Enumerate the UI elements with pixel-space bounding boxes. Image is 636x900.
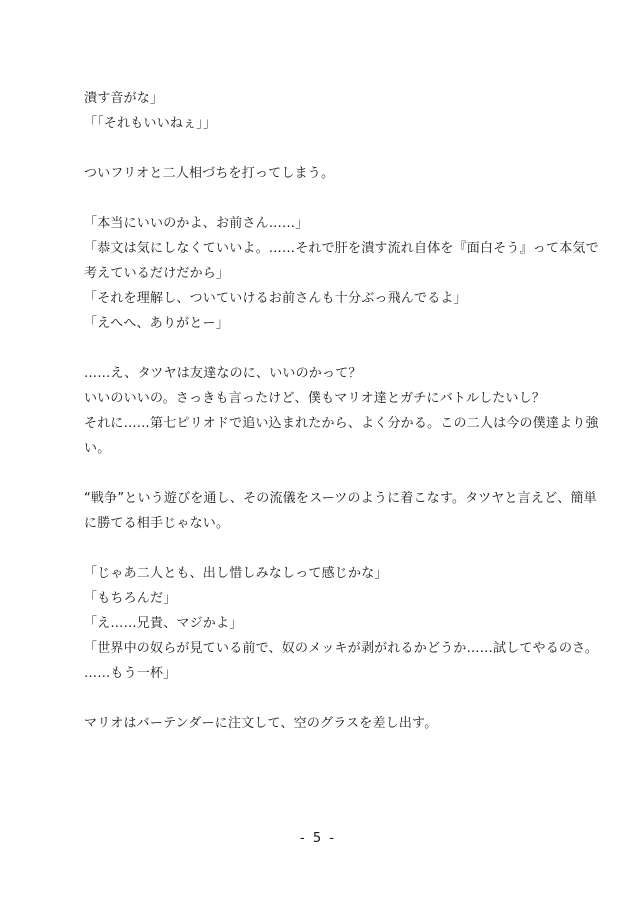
body-text [84,86,599,736]
text-line: 「世界中の奴らが見ている前で、奴のメッキが剥がれるかどうか……試してやるのさ。 [84,641,599,656]
page-number: - 5 - [300,831,336,846]
paragraph-gap [84,186,564,211]
text-line: マリオはバーテンダーに注文して、空のグラスを差し出す。 [84,716,438,731]
text-line: 「本当にいいのかよ、お前さん……」 [84,216,309,231]
text-line: 「もちろんだ」 [84,591,177,606]
paragraph-gap [84,536,564,561]
text-line: 「恭文は気にしなくていいよ。……それで肝を潰す流れ自体を『面白そう』って本気で [84,241,599,256]
text-line: 「え……兄貴、マジかよ」 [84,616,243,631]
text-line: 「「それもいいねぇ」」 [84,116,217,131]
text-line: ……え、タツヤは友達なのに、いいのかって？ [84,366,362,381]
text-line: ついフリオと二人相づちを打ってしまう。 [84,166,335,181]
paragraph-gap [84,136,564,161]
text-line: 「じゃあ二人とも、出し惜しみなしって感じかな」 [84,566,388,581]
paragraph-gap [84,686,564,711]
text-line: 「それを理解し、ついていけるお前さんも十分ぶっ飛んでるよ」 [84,291,467,306]
text-line: 考えているだけだから」 [84,266,230,281]
paragraph-gap [84,336,564,361]
text-line: ……もう一杯」 [84,666,177,681]
text-line: いいのいいの。さっきも言ったけど、僕もマリオ達とガチにバトルしたいし？ [84,391,546,406]
text-line: それに……第七ピリオドで追い込まれたから、よく分かる。この二人は今の僕達より強 [84,416,599,431]
text-line: い。 [84,441,111,456]
text-line: 「えへへ、ありがとー」 [84,316,229,331]
text-line: に勝てる相手じゃない。 [84,516,230,531]
text-line: 潰す音がな」 [84,91,164,106]
text-line: “戦争”という遊びを通し、その流儀をスーツのように着こなす。タツヤと言えど、簡単 [84,491,597,506]
paragraph-gap [84,461,564,486]
